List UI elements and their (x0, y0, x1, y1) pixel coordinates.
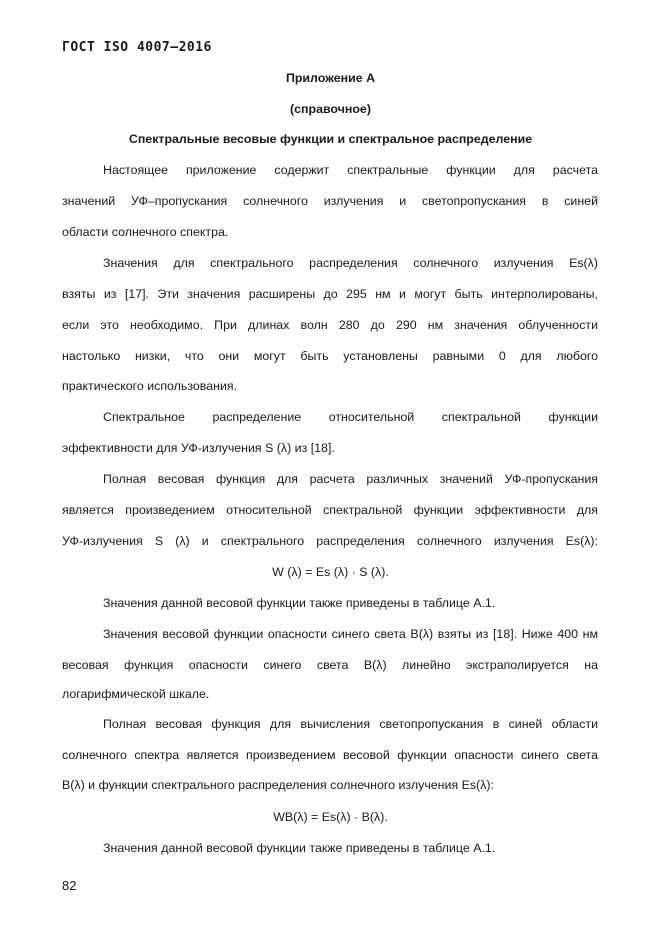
text-line: практического использования. (62, 379, 238, 393)
text-line: УФ-излучения S (λ) и спектрального распределения солнечного излучения Es(λ): (62, 534, 598, 548)
formula: W (λ) = Es (λ) · S (λ). (272, 565, 389, 579)
text-line: является произведением относительной спектральной функции эффективности для (62, 503, 598, 517)
annex-title: Приложение А (285, 71, 376, 85)
page-number: 82 (62, 878, 77, 893)
text-line: Настоящее приложение содержит спектральные функции для расчета (103, 163, 598, 177)
text-line: логарифмической шкале. (62, 687, 210, 701)
text-line: весовая функция опасности синего света B(λ) линейно экстраполируется на (62, 658, 598, 672)
annex-status: (справочное) (290, 102, 371, 116)
text-line: Значения для спектрального распределения солнечного излучения Es(λ) (103, 256, 598, 270)
text-line: солнечного спектра является произведением весовой функции опасности синего света (62, 748, 598, 762)
text-line: Значения данной весовой функции также приведены в таблице А.1. (103, 841, 496, 855)
text-line: Значения данной весовой функции также приведены в таблице А.1. (103, 596, 496, 610)
text-line: настолько низки, что они могут быть установлены равными 0 для любого (62, 349, 598, 363)
text-line: области солнечного спектра. (62, 225, 229, 239)
text-line: взяты из [17]. Эти значения расширены до 295 нм и могут быть интерполированы, (62, 287, 598, 301)
text-line: Полная весовая функция для расчета различных значений УФ-пропускания (103, 472, 598, 486)
document-header: ГОСТ ISO 4007–2016 (62, 40, 212, 55)
annex-heading: Спектральные весовые функции и спектральное распределение (128, 132, 533, 146)
text-line: эффективности для УФ-излучения S (λ) из [18]. (62, 441, 335, 455)
formula: WB(λ) = Es(λ) · B(λ). (273, 810, 388, 824)
text-line: Полная весовая функция для вычисления светопропускания в синей области (103, 717, 598, 731)
text-line: если это необходимо. При длинах волн 280 до 290 нм значения облученности (62, 318, 598, 332)
text-line: значений УФ–пропускания солнечного излучения и светопропускания в синей (62, 194, 598, 208)
text-line: Спектральное распределение относительной спектральной функции (103, 410, 598, 424)
text-line: Значения весовой функции опасности синего света B(λ) взяты из [18]. Ниже 400 нм (103, 627, 598, 641)
text-line: B(λ) и функции спектрального распределения солнечного излучения Es(λ): (62, 778, 494, 792)
